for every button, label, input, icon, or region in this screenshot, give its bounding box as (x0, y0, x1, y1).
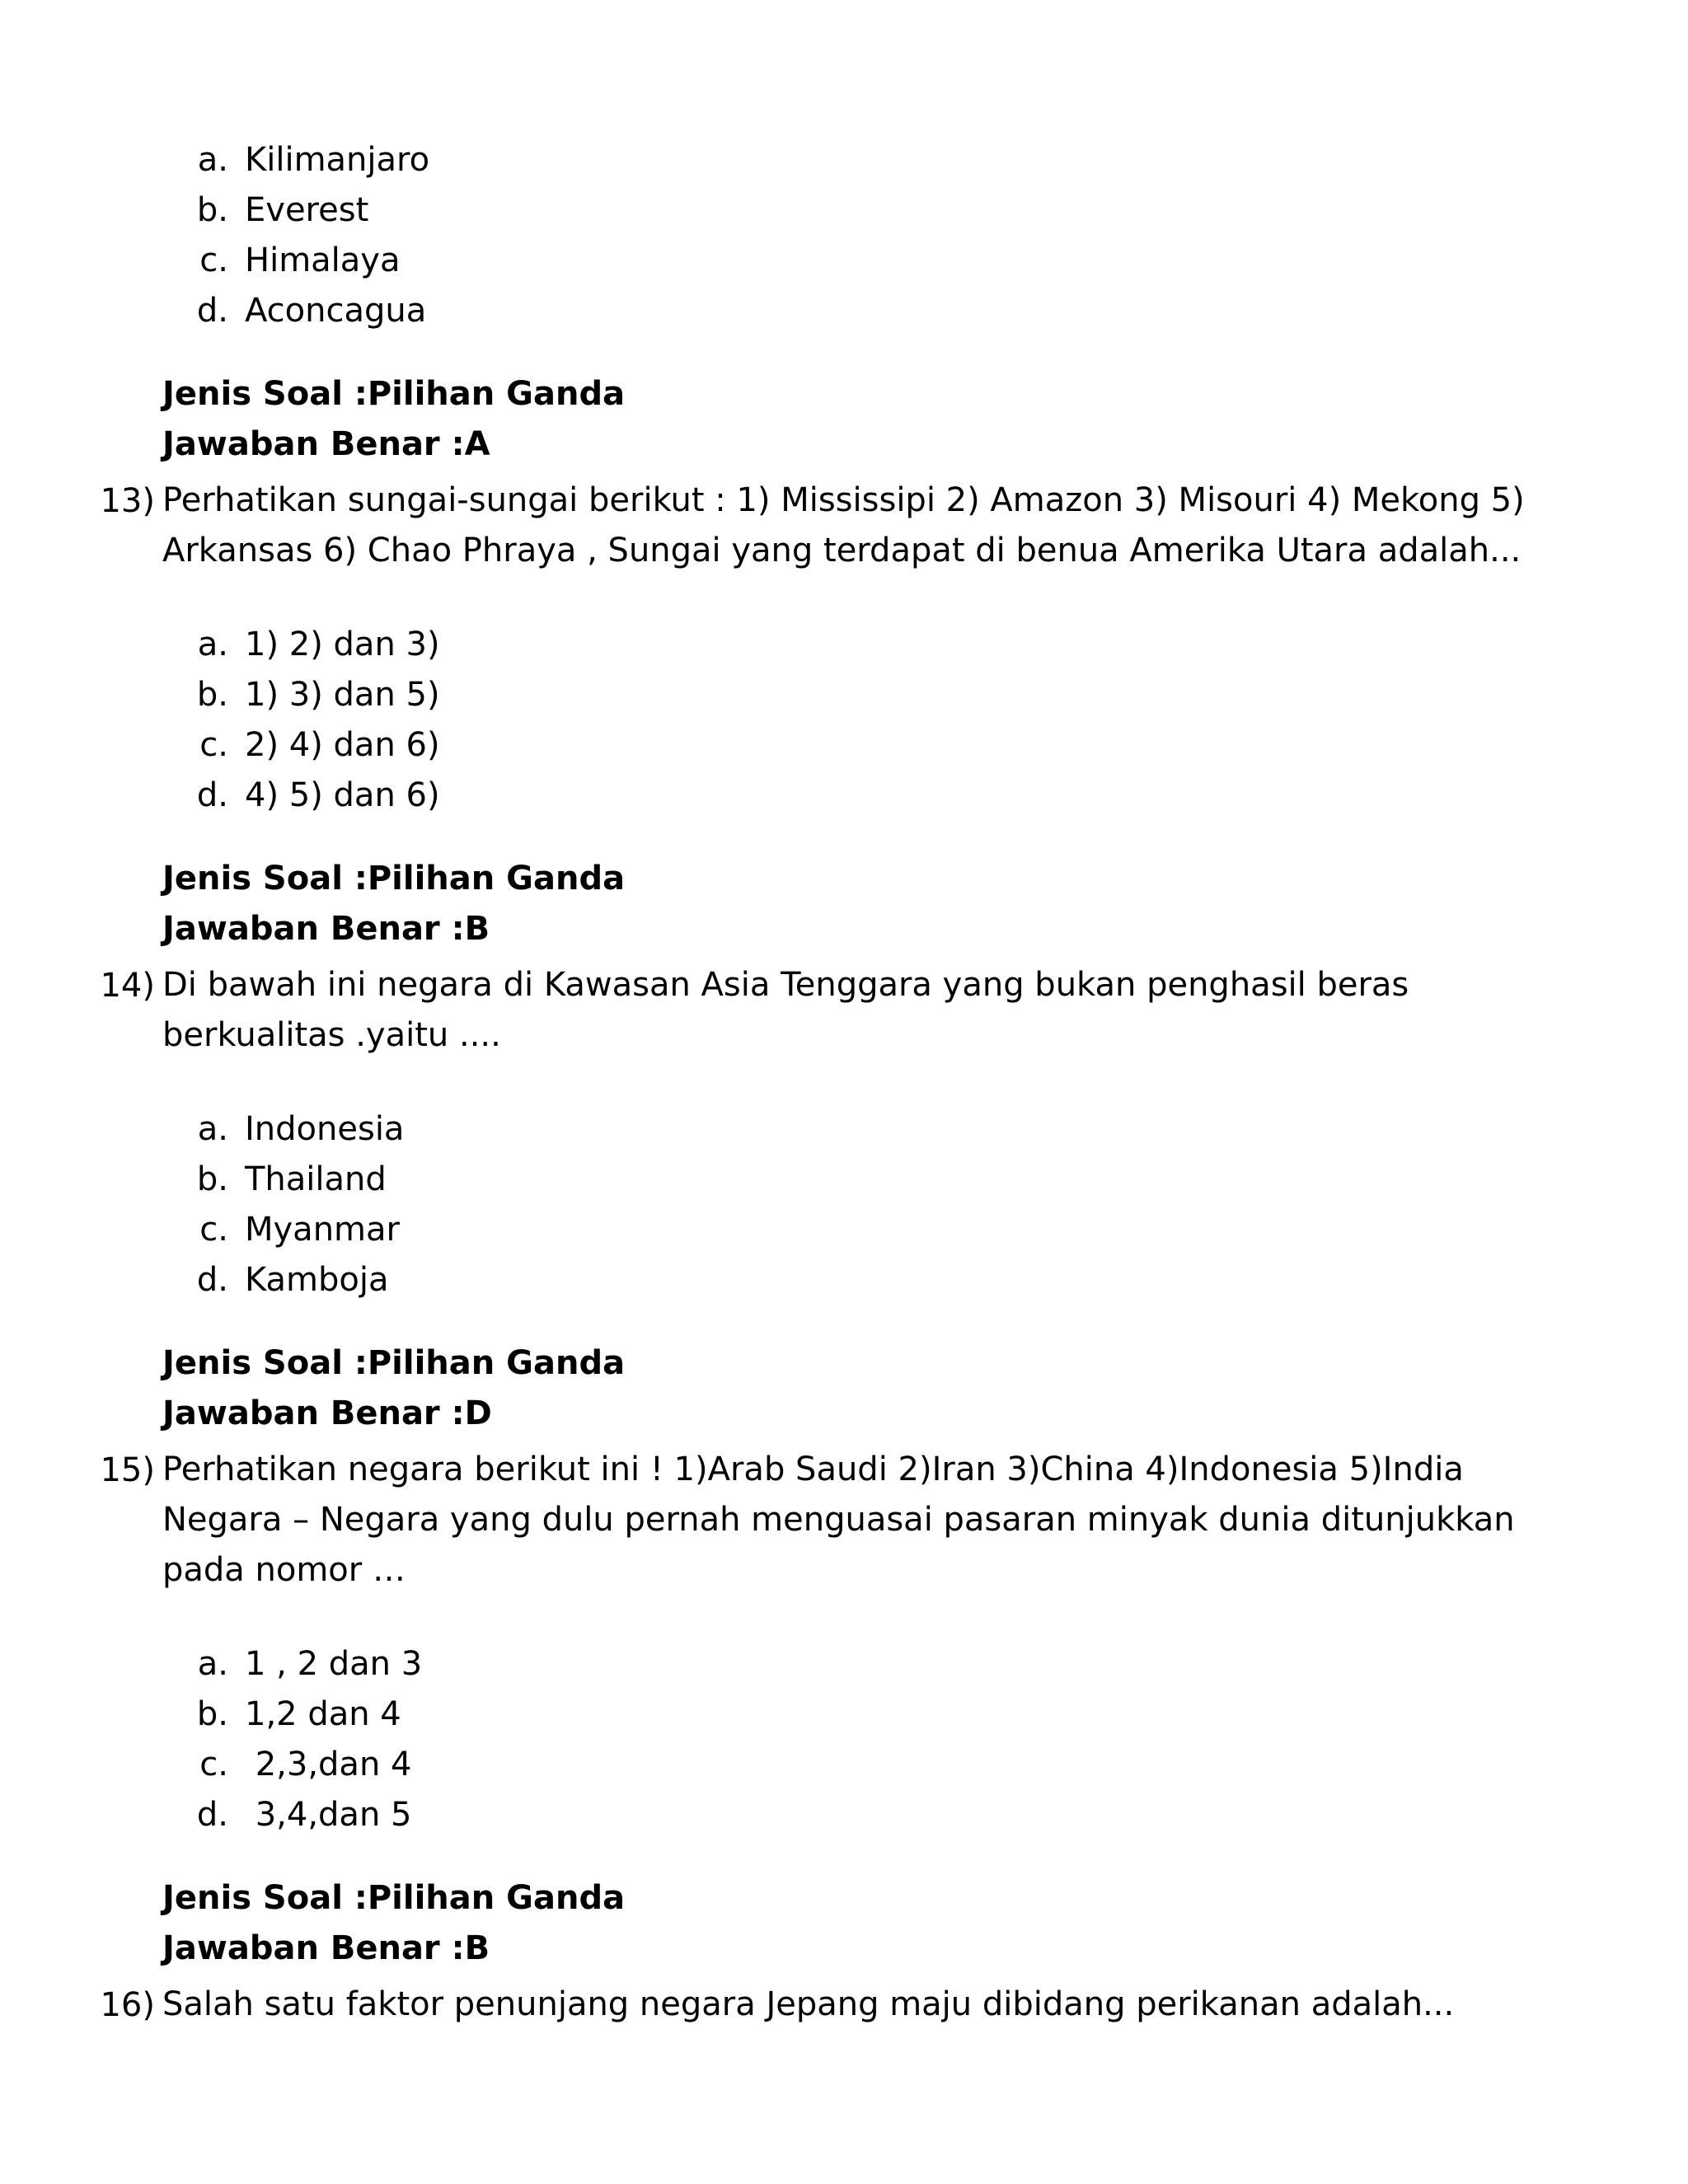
option-text: Himalaya (245, 241, 401, 279)
question-type: Jenis Soal :Pilihan Ganda (162, 1879, 626, 1917)
question-number: 15) (100, 1451, 155, 1489)
option-letter: a. (197, 1110, 228, 1148)
option-text: Thailand (245, 1160, 387, 1198)
option-text: Kamboja (245, 1261, 389, 1299)
option-letter: b. (196, 676, 228, 714)
option-letter: d. (196, 1261, 228, 1299)
option-text: Kilimanjaro (245, 141, 430, 179)
question-text: Perhatikan sungai-sungai berikut : 1) Mississipi 2) Amazon 3) Misouri 4) Mekong 5) Arkansas 6) Chao Phraya , Sungai yang terdapat di benua Amerika Utara adalah... (162, 481, 1525, 569)
option-text: 1) 3) dan 5) (245, 676, 440, 714)
question-text: Perhatikan negara berikut ini ! 1)Arab Saudi 2)Iran 3)China 4)Indonesia 5)India Negara – Negara yang dulu pernah menguasai pasaran minyak dunia ditunjukkan pada nomor … (162, 1451, 1515, 1589)
question-number: 13) (100, 482, 155, 520)
option-letter: c. (199, 241, 228, 279)
option-letter: b. (196, 1695, 228, 1733)
question-number: 16) (100, 1986, 155, 2024)
option-text: Myanmar (245, 1211, 400, 1249)
option-letter: d. (196, 292, 228, 330)
option-text: 3,4,dan 5 (245, 1796, 412, 1834)
option-letter: b. (196, 191, 228, 229)
correct-answer: Jawaban Benar :B (162, 910, 490, 948)
option-text: 1 , 2 dan 3 (245, 1645, 423, 1683)
correct-answer: Jawaban Benar :B (162, 1929, 490, 1967)
correct-answer: Jawaban Benar :D (162, 1394, 492, 1432)
option-text: Indonesia (245, 1110, 405, 1148)
question-text: Salah satu faktor penunjang negara Jepang maju dibidang perikanan adalah... (162, 1985, 1455, 2023)
question-text: Di bawah ini negara di Kawasan Asia Tenggara yang bukan penghasil beras berkualitas .yaitu .... (162, 966, 1409, 1054)
question-type: Jenis Soal :Pilihan Ganda (162, 860, 626, 898)
option-text: 2,3,dan 4 (245, 1746, 412, 1783)
option-letter: d. (196, 1796, 228, 1834)
option-letter: a. (197, 626, 228, 663)
question-type: Jenis Soal :Pilihan Ganda (162, 1344, 626, 1382)
option-text: 1,2 dan 4 (245, 1695, 401, 1733)
option-letter: a. (197, 1645, 228, 1683)
question-type: Jenis Soal :Pilihan Ganda (162, 375, 626, 413)
option-text: 1) 2) dan 3) (245, 626, 440, 663)
option-letter: c. (199, 1211, 228, 1249)
option-letter: d. (196, 776, 228, 814)
option-text: 4) 5) dan 6) (245, 776, 440, 814)
question-number: 14) (100, 967, 155, 1005)
option-text: Aconcagua (245, 292, 427, 330)
option-letter: b. (196, 1160, 228, 1198)
option-letter: c. (199, 1746, 228, 1783)
option-letter: a. (197, 141, 228, 179)
option-text: Everest (245, 191, 369, 229)
option-text: 2) 4) dan 6) (245, 726, 440, 764)
option-letter: c. (199, 726, 228, 764)
correct-answer: Jawaban Benar :A (162, 425, 490, 463)
